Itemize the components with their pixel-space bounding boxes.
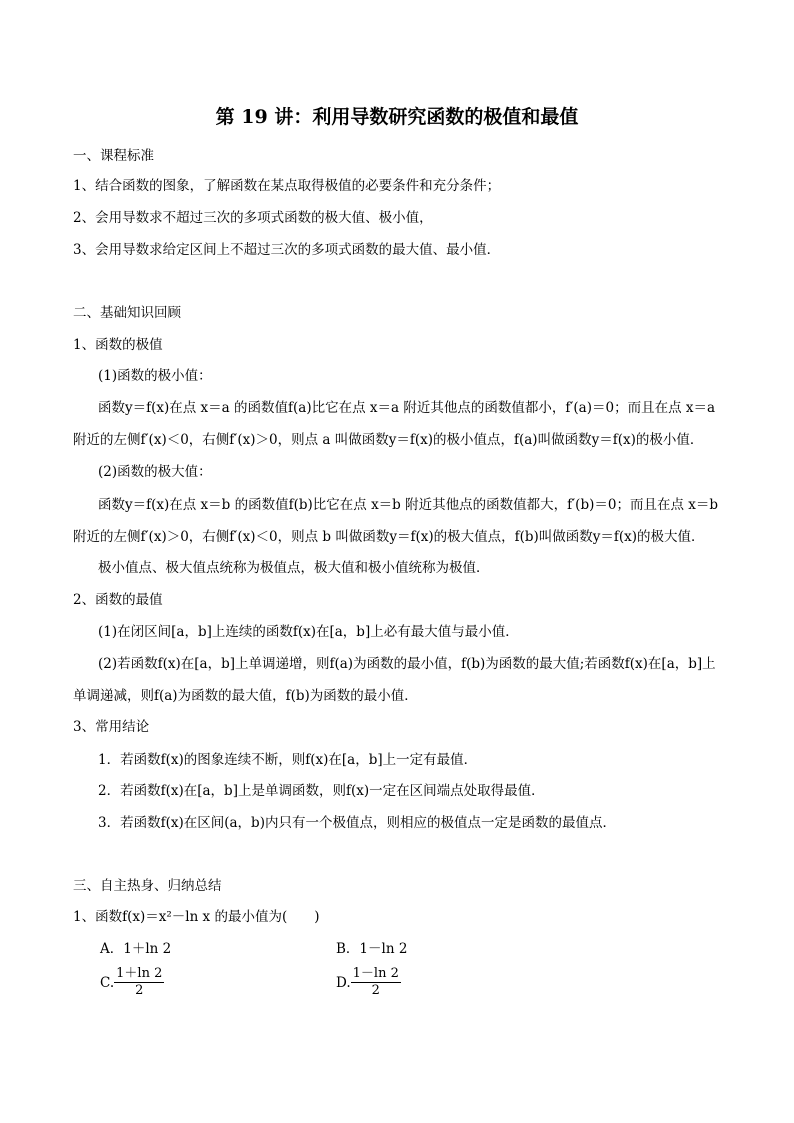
conclusion-1: 1．若函数f(x)的图象连续不断，则f(x)在[a，b]上一定有最值．	[98, 752, 478, 768]
option-c-denominator: 2	[135, 983, 144, 998]
conclusion-3: 3．若函数f(x)在区间(a，b)内只有一个极值点，则相应的极值点一定是函数的最值点．	[98, 815, 616, 831]
option-d-denominator: 2	[371, 983, 380, 998]
max-min-line-3: 单调递减，则f(a)为函数的最大值，f(b)为函数的最小值．	[73, 688, 418, 704]
max-min-line-1: (1)在闭区间[a，b]上连续的函数f(x)在[a，b]上必有最大值与最小值．	[98, 624, 519, 640]
subheading-extrema: 1、函数的极值	[73, 337, 163, 353]
section-heading-standards: 一、课程标准	[73, 148, 154, 164]
min-definition-line-2: 附近的左侧f′(x)＜0，右侧f′(x)＞0，则点 a 叫做函数y＝f(x)的极小值点，f(a)叫做函数y＝f(x)的极小值．	[73, 432, 704, 448]
subheading-max-min: 2、函数的最值	[73, 592, 163, 608]
min-heading: (1)函数的极小值：	[98, 368, 212, 384]
max-definition-line-1: 函数y＝f(x)在点 x＝b 的函数值f(b)比它在点 x＝b 附近其他点的函数值都大，f′(b)＝0；而且在点 x＝b	[98, 497, 718, 513]
conclusion-2: 2．若函数f(x)在[a，b]上是单调函数，则f(x)一定在区间端点处取得最值．	[98, 783, 545, 799]
option-c	[100, 966, 164, 999]
extrema-summary: 极小值点、极大值点统称为极值点，极大值和极小值统称为极值．	[98, 560, 490, 576]
max-heading: (2)函数的极大值：	[98, 464, 212, 480]
option-a: A．1＋ln 2	[100, 941, 172, 957]
option-d-fraction	[351, 966, 401, 999]
option-b: B．1－ln 2	[336, 941, 408, 957]
option-c-numerator: 1＋ln 2	[116, 966, 163, 981]
question-1: 1、函数f(x)＝x²－ln x 的最小值为( )	[73, 909, 320, 925]
option-c-label: C.	[100, 974, 115, 991]
standard-item-3: 3、会用导数求给定区间上不超过三次的多项式函数的最大值、最小值．	[73, 242, 501, 258]
max-min-line-2: (2)若函数f(x)在[a，b]上单调递增，则f(a)为函数的最小值，f(b)为函数的最大值;若函数f(x)在[a，b]上	[98, 656, 716, 672]
standard-item-2: 2、会用导数求不超过三次的多项式函数的极大值、极小值，	[73, 210, 433, 226]
max-definition-line-2: 附近的左侧f′(x)＞0，右侧f′(x)＜0，则点 b 叫做函数y＝f(x)的极大值点，f(b)叫做函数y＝f(x)的极大值．	[73, 529, 705, 545]
section-heading-knowledge: 二、基础知识回顾	[73, 305, 181, 321]
option-c-fraction	[114, 966, 164, 999]
option-d	[336, 966, 401, 999]
option-d-numerator: 1－ln 2	[352, 966, 399, 981]
min-definition-line-1: 函数y＝f(x)在点 x＝a 的函数值f(a)比它在点 x＝a 附近其他点的函数值都小，f′(a)＝0；而且在点 x＝a	[98, 400, 716, 416]
section-heading-practice: 三、自主热身、归纳总结	[73, 878, 222, 894]
option-d-label: D.	[336, 974, 351, 991]
standard-item-1: 1、结合函数的图象，了解函数在某点取得极值的必要条件和充分条件；	[73, 178, 501, 194]
page-title: 第 19 讲：利用导数研究函数的极值和最值	[215, 106, 579, 128]
subheading-conclusions: 3、常用结论	[73, 719, 150, 735]
